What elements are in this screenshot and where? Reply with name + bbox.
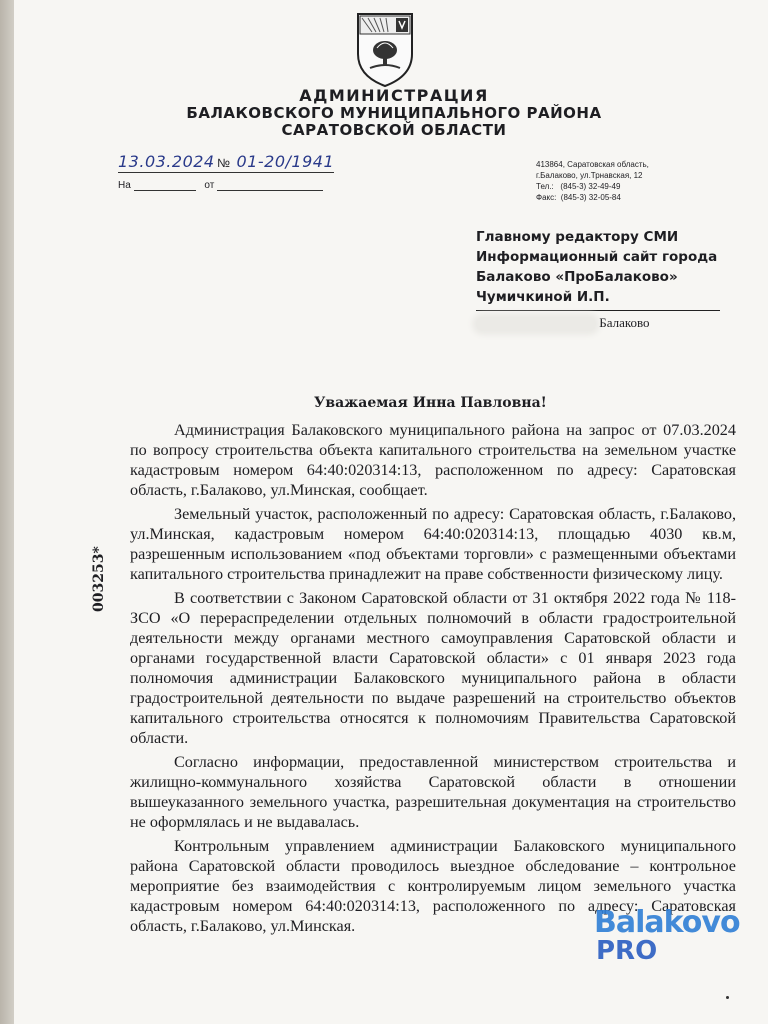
recipient-line: Информационный сайт города [476, 249, 718, 265]
watermark-line: Balakovo [594, 905, 740, 940]
body-paragraph: В соответствии с Законом Саратовской области от 31 октября 2022 года № 118-ЗСО «О перераспределении отдельных полномочий в области градостроительной деятельности между органами местного самоуправления Саратовской области и органами государственной власти Саратовской области» с 01 января 2023 года полномочия администрации Балаковского муниципального района в области градостроительной деятельности по выдаче разрешений на строительство объектов капитального строительства относятся к полномочиям Правительства Саратовской области. [130, 589, 736, 747]
handwritten-date: 13.03.2024 [118, 152, 215, 171]
handwritten-number: 01-20/1941 [236, 152, 335, 171]
on-label: На [118, 180, 131, 191]
letterhead-region: САРАТОВСКОЙ ОБЛАСТИ [281, 121, 507, 139]
recipient-name: Чумичкиной И.П. [476, 289, 610, 305]
number-sign: № [217, 156, 230, 170]
recipient-underline [476, 310, 720, 311]
registration-stamp: 003253* [91, 546, 107, 612]
salutation: Уважаемая Инна Павловна! [314, 395, 547, 411]
letterhead-district: БАЛАКОВСКОГО МУНИЦИПАЛЬНОГО РАЙОНА [186, 104, 602, 122]
watermark-line: PRO [596, 936, 658, 966]
recipient-block [476, 227, 717, 307]
recipient-city-row [476, 315, 686, 331]
address-line: 413864, Саратовская область, [536, 160, 649, 169]
fax-line: Факс: (845-3) 32-05-84 [536, 193, 621, 202]
balakovo-pro-watermark [594, 905, 744, 972]
address-line: г.Балаково, ул.Трнавская, 12 [536, 171, 643, 180]
letter-body [130, 420, 736, 940]
on-blank [134, 190, 196, 191]
reference-underline [118, 172, 334, 173]
recipient-line: Главному редактору СМИ [476, 229, 679, 245]
from-label: от [204, 180, 215, 191]
recipient-city: Балаково [599, 315, 650, 330]
letterhead-title: АДМИНИСТРАЦИЯ [299, 86, 489, 105]
sender-address [536, 159, 649, 203]
outgoing-reference [118, 152, 334, 171]
body-paragraph: Контрольным управлением администрации Балаковского муниципального района Саратовской области проводилось выездное обследование – контрольное мероприятие без взаимодействия с контролируемым лицом земельного участка кадастровым номером 64:40:020314:13, расположенного по адресу: Саратовская область, г.Балаково, ул.Минская. [130, 837, 736, 935]
coat-of-arms-icon [350, 8, 420, 88]
body-paragraph: Земельный участок, расположенный по адресу: Саратовская область, г.Балаково, ул.Минская, кадастровым номером 64:40:020314:13, площадью 4030 кв.м, разрешенным использованием «под объектами торговли» с размещенными объектами капитального строительства принадлежит на праве собственности физическому лицу. [130, 505, 736, 583]
phone-line: Тел.: (845-3) 32-49-49 [536, 182, 621, 191]
redacted-address [476, 317, 596, 331]
from-blank [217, 190, 323, 191]
body-paragraph: Администрация Балаковского муниципального района на запрос от 07.03.2024 по вопросу строительства объекта капитального строительства на земельном участке кадастровым номером 64:40:020314:13, расположенном по адресу: Саратовская область, г.Балаково, ул.Минская, сообщает. [130, 421, 736, 499]
letter-sheet [14, 0, 768, 1024]
recipient-line: Балаково «ПроБалаково» [476, 269, 678, 285]
incoming-reference [118, 180, 323, 191]
paper-mark [726, 996, 729, 999]
body-paragraph: Согласно информации, предоставленной министерством строительства и жилищно-коммунального хозяйства Саратовской области в отношении вышеуказанного земельного участка, разрешительная документация на строительство не оформлялась и не выдавалась. [130, 753, 736, 831]
